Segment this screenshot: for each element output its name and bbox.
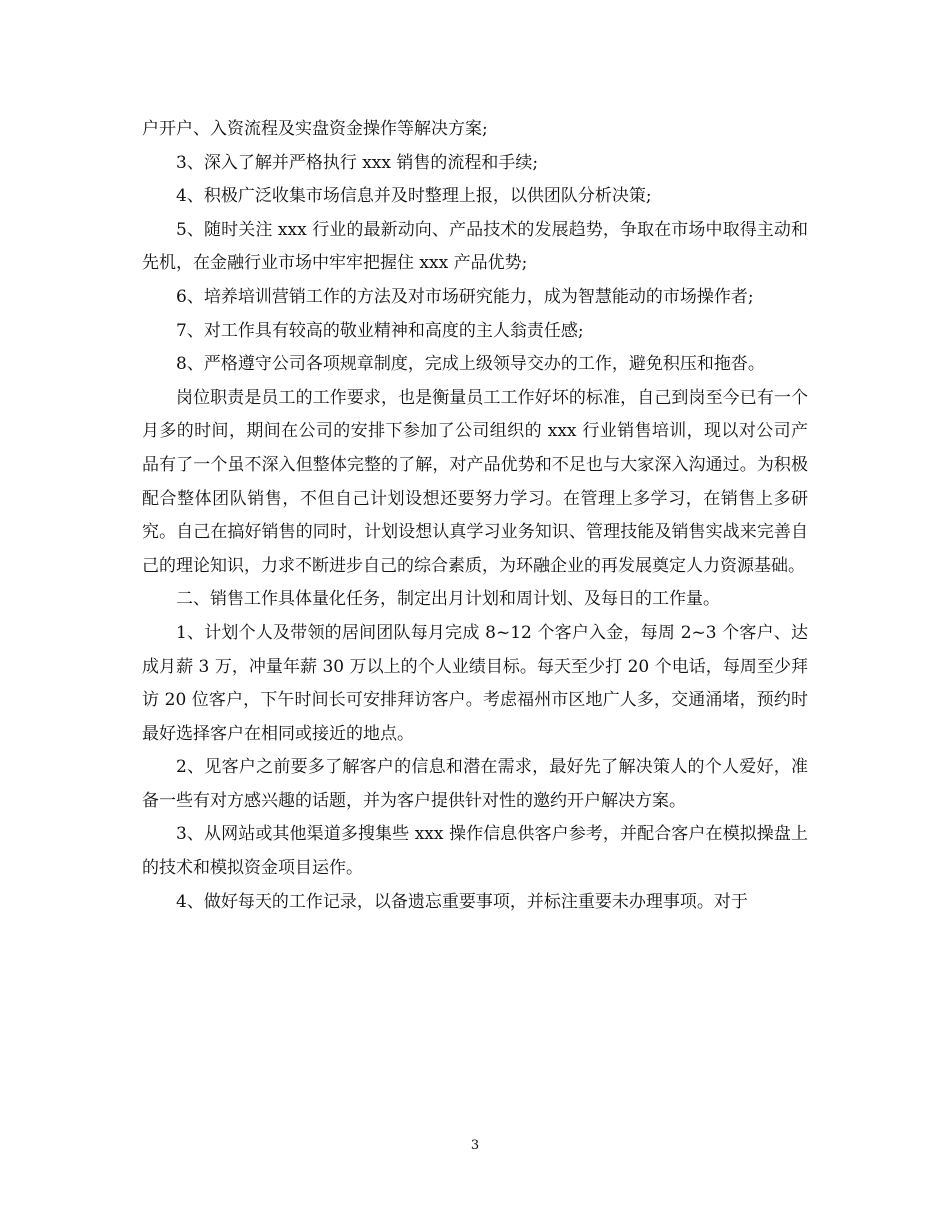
paragraph-item-6: 6、培养培训营销工作的方法及对市场研究能力，成为智慧能动的市场操作者;	[176, 286, 754, 307]
paragraph-item-7: 7、对工作具有较高的敬业精神和高度的主人翁责任感;	[176, 320, 584, 341]
plan-item-4: 4、做好每天的工作记录，以备遗忘重要事项，并标注重要未办理事项。对于	[176, 891, 748, 912]
paragraph-item-8: 8、严格遵守公司各项规章制度，完成上级领导交办的工作，避免积压和拖沓。	[176, 354, 765, 375]
paragraph-item-5: 5、随时关注 xxx 行业的最新动向、产品技术的发展趋势，争取在市场中取得主动和先机，在金融行业市场中牢牢把握住 xxx 产品优势;	[142, 219, 808, 274]
paragraph-job-responsibility: 岗位职责是员工的工作要求，也是衡量员工工作好坏的标准，自己到岗至今已有一个月多的时间，期间在公司的安排下参加了公司组织的 xxx 行业销售培训，现以对公司产品有了一个虽不深入但整体完整的了解，对产品优势和不足也与大家深入沟通过。为积极配合整体团队销售，不但自己计划设想还要努力学习。在管理上多学习，在销售上多研究。自己在搞好销售的同时，计划设想认真学习业务知识、管理技能及销售实战来完善自己的理论知识，力求不断进步自己的综合素质，为环融企业的再发展奠定人力资源基础。	[142, 387, 808, 576]
document-body	[142, 113, 808, 919]
paragraph-item-4: 4、积极广泛收集市场信息并及时整理上报，以供团队分析决策;	[176, 186, 652, 207]
paragraph-continuation: 户开户、入资流程及实盘资金操作等解决方案;	[142, 119, 488, 139]
paragraph-item-3: 3、深入了解并严格执行 xxx 销售的流程和手续;	[176, 152, 539, 173]
plan-item-3: 3、从网站或其他渠道多搜集些 xxx 操作信息供客户参考，并配合客户在模拟操盘上的技术和模拟资金项目运作。	[142, 824, 808, 879]
plan-item-2: 2、见客户之前要多了解客户的信息和潜在需求，最好先了解决策人的个人爱好，准备一些有对方感兴趣的话题，并为客户提供针对性的邀约开户解决方案。	[142, 757, 808, 811]
plan-item-1: 1、计划个人及带领的居间团队每月完成 8~12 个客户入金，每周 2~3 个客户、达成月薪 3 万，冲量年薪 30 万以上的个人业绩目标。每天至少打 20 个电话，每周至少拜访 20 位客户，下午时间长可安排拜访客户。考虑福州市区地广人多，交通涌堵，预约时最好选择客户在相同或接近的地点。	[142, 622, 808, 744]
page-number: 3	[470, 1138, 480, 1153]
section-heading-two: 二、销售工作具体量化任务，制定出月计划和周计划、及每日的工作量。	[176, 589, 720, 610]
